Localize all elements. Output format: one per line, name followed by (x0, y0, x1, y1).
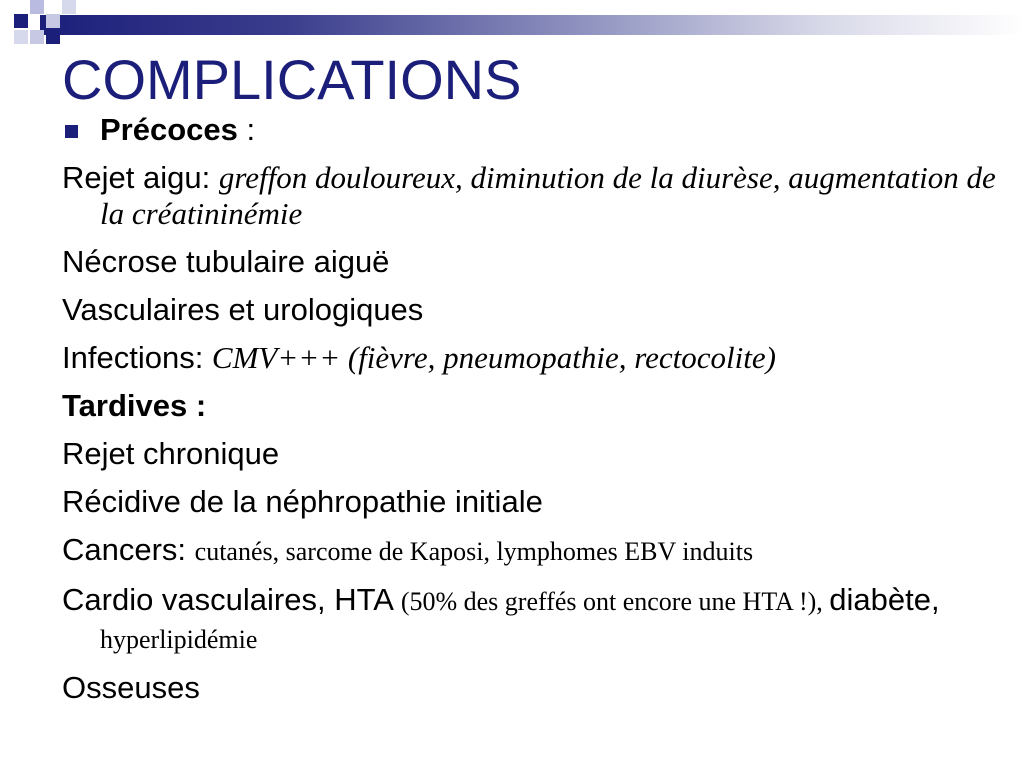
slide-content (62, 112, 1002, 718)
item-label: Cancers: (62, 532, 195, 567)
item-hyper: hyperlipidémie (100, 625, 258, 654)
item-label: Rejet aigu: (62, 160, 219, 195)
item-detail: greffon douloureux, diminution de la diurèse, augmentation de la créatininémie (100, 160, 996, 231)
item-detail: cutanés, sarcome de Kaposi, lymphomes EBV induits (194, 537, 754, 566)
deco-square (14, 14, 28, 28)
deco-square (62, 0, 76, 14)
item-label: Infections: (62, 340, 212, 375)
item-necrose: Nécrose tubulaire aiguë (62, 244, 390, 279)
item-diabete: diabète, (829, 582, 940, 617)
item-detail: (50% des greffés ont encore une HTA !), (400, 587, 830, 616)
deco-square (46, 30, 60, 44)
item-cancers (62, 532, 1002, 570)
item-cardio (62, 582, 1002, 658)
deco-square (30, 30, 44, 44)
square-bullet-icon (65, 125, 78, 138)
section-tardives: Tardives : (62, 388, 207, 423)
item-vasculaires: Vasculaires et urologiques (62, 292, 424, 327)
slide-title: COMPLICATIONS (62, 48, 522, 111)
item-rejet-aigu (62, 160, 1002, 232)
section-precoces (62, 112, 1002, 148)
section-label: Précoces (100, 112, 238, 147)
item-recidive: Récidive de la néphropathie initiale (62, 484, 543, 519)
header-gradient-bar (40, 15, 1024, 35)
item-detail: CMV+++ (fièvre, pneumopathie, rectocolite) (211, 340, 776, 375)
item-label: Cardio vasculaires, HTA (62, 582, 401, 617)
deco-square (30, 0, 44, 14)
item-osseuses: Osseuses (62, 670, 200, 705)
deco-square (46, 14, 60, 28)
deco-square (14, 30, 28, 44)
section-suffix: : (237, 112, 256, 147)
item-rejet-chronique: Rejet chronique (62, 436, 280, 471)
item-infections (62, 340, 1002, 376)
